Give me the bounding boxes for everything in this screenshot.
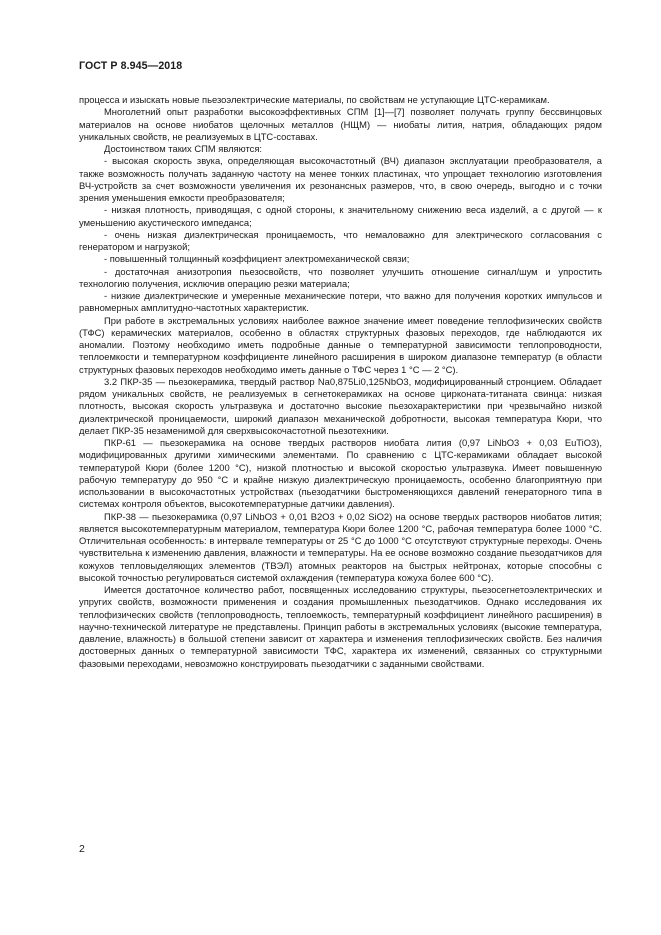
paragraph-pkr-61: ПКР-61 — пьезокерамика на основе твердых растворов ниобата лития (0,97 LiNbO3 + 0,03 EuTiO3), модифицированных другими химическими элементами. По сравнению с ЦТС-керамиками обладает высокой температурой Кюри (более 1200 °С), низкой плотностью и высокой скоростью ультразвука. Имеет повышенную рабочую температуру до 950 °С и крайне низкую диэлектрическую проницаемость, особенно благоприятную при использовании в высокочастотных устройствах (пьезодатчики быстроменяющихся давлений генераторного типа в системах контроля объектов, высокотемпературные датчики давления). <box>79 437 602 510</box>
paragraph-pkr-35: 3.2 ПКР-35 — пьезокерамика, твердый раствор Na0,875Li0,125NbO3, модифицированный стронцием. Обладает рядом уникальных свойств, не реализуемых в сегнетокерамиках на основе цирконата-титаната свинца: низкая плотность, высокая скорость ультразвука и достаточно высокие пьезохарактеристики при чрезвычайно низкой диэлектрической проницаемости, широкий диапазон механической добротности, высокая температура Кюри, что делает ПКР-35 незаменимой для сверхвысокочастотной пьезотехники. <box>79 375 602 436</box>
paragraph: При работе в экстремальных условиях наиболее важное значение имеет поведение теплофизических свойств (ТФС) керамических материалов, особенно в областях структурных фазовых переходов, где наблюдаются их аномалии. Поэтому необходимо иметь подробные данные о температурной зависимости теплопроводности, теплоемкости и температурном коэффициенте линейного расширения в широком диапазоне температур (в области структурных фазовых переходов необходимо иметь данные о ТФС через 1 °С — 2 °С). <box>79 314 602 375</box>
paragraph: Многолетний опыт разработки высокоэффективных СПМ [1]—[7] позволяет получать группу бессвинцовых материалов на основе ниобатов щелочных металлов (НЩМ) — ниобаты лития, натрия, обладающих рядом уникальных свойств, не реализуемых в ЦТС-составах. <box>79 106 602 142</box>
paragraph-pkr-38: ПКР-38 — пьезокерамика (0,97 LiNbO3 + 0,01 B2O3 + 0,02 SiO2) на основе твердых растворов ниобатов лития; является высокотемпературным материалом, температура Кюри более 1200 °С, рабочая температура более 1000 °С. Отличительная особенность: в интервале температуры от 25 °С до 1000 °С отсутствуют структурные переходы. Очень чувствительна к изменению давления, влажности и температуры. На ее основе возможно создание пьезодатчиков для кожухов тепловыделяющих элементов (ТВЭЛ) атомных реакторов на быстрых нейтронах, которые способны с высокой точностью регулироваться системой охлаждения (температура кожуха более 600 °С). <box>79 510 602 583</box>
standard-header: ГОСТ Р 8.945—2018 <box>79 60 183 72</box>
list-item: - низкие диэлектрические и умеренные механические потери, что важно для получения коротких импульсов и равномерных амплитудно-частотных характеристик. <box>79 290 602 314</box>
list-item: - низкая плотность, приводящая, с одной стороны, к значительному снижению веса изделий, а с другой — к уменьшению акустического импеданса; <box>79 204 602 228</box>
paragraph: Достоинством таких СПМ являются: <box>104 143 263 154</box>
list-item: - высокая скорость звука, определяющая высокочастотный (ВЧ) диапазон эксплуатации преобразователя, а также возможность получать заданную частоту на менее тонких пластинах, что упрощает технологию изготовления ВЧ-устройств за счет возможности увеличения их резонансных размеров, что, в свою очередь, выгодно и с точки зрения уменьшения емкости преобразователя; <box>79 155 602 203</box>
paragraph: Имеется достаточное количество работ, посвященных исследованию структуры, пьезосегнетоэлектрических и упругих свойств, возможности применения и создания промышленных пьезодатчиков. Однако исследования их теплофизических свойств (теплопроводность, теплоемкость, температурный коэффициент линейного расширения) в научно-технической литературе не представлены. Принцип работы в экстремальных условиях (высокие температура, давление, влажность) в большой степени зависит от характера и изменения теплофизических свойств. Без наличия достоверных данных о температурной зависимости ТФС, характера их изменений, связанных со структурными фазовыми переходами, невозможно конструировать пьезодатчики с заданными свойствами. <box>79 584 602 669</box>
page-number: 2 <box>79 843 85 855</box>
list-item: - повышенный толщинный коэффициент электромеханической связи; <box>104 253 410 265</box>
body-text <box>79 94 602 670</box>
paragraph: процесса и изыскать новые пьезоэлектрические материалы, по свойствам не уступающие ЦТС-керамикам. <box>79 94 550 105</box>
list-item: - очень низкая диэлектрическая проницаемость, что немаловажно для электрического согласования с генератором и нагрузкой; <box>79 228 602 252</box>
list-item: - достаточная анизотропия пьезосвойств, что позволяет улучшить отношение сигнал/шум и упростить технологию получения, исключив операцию резки материала; <box>79 265 602 289</box>
